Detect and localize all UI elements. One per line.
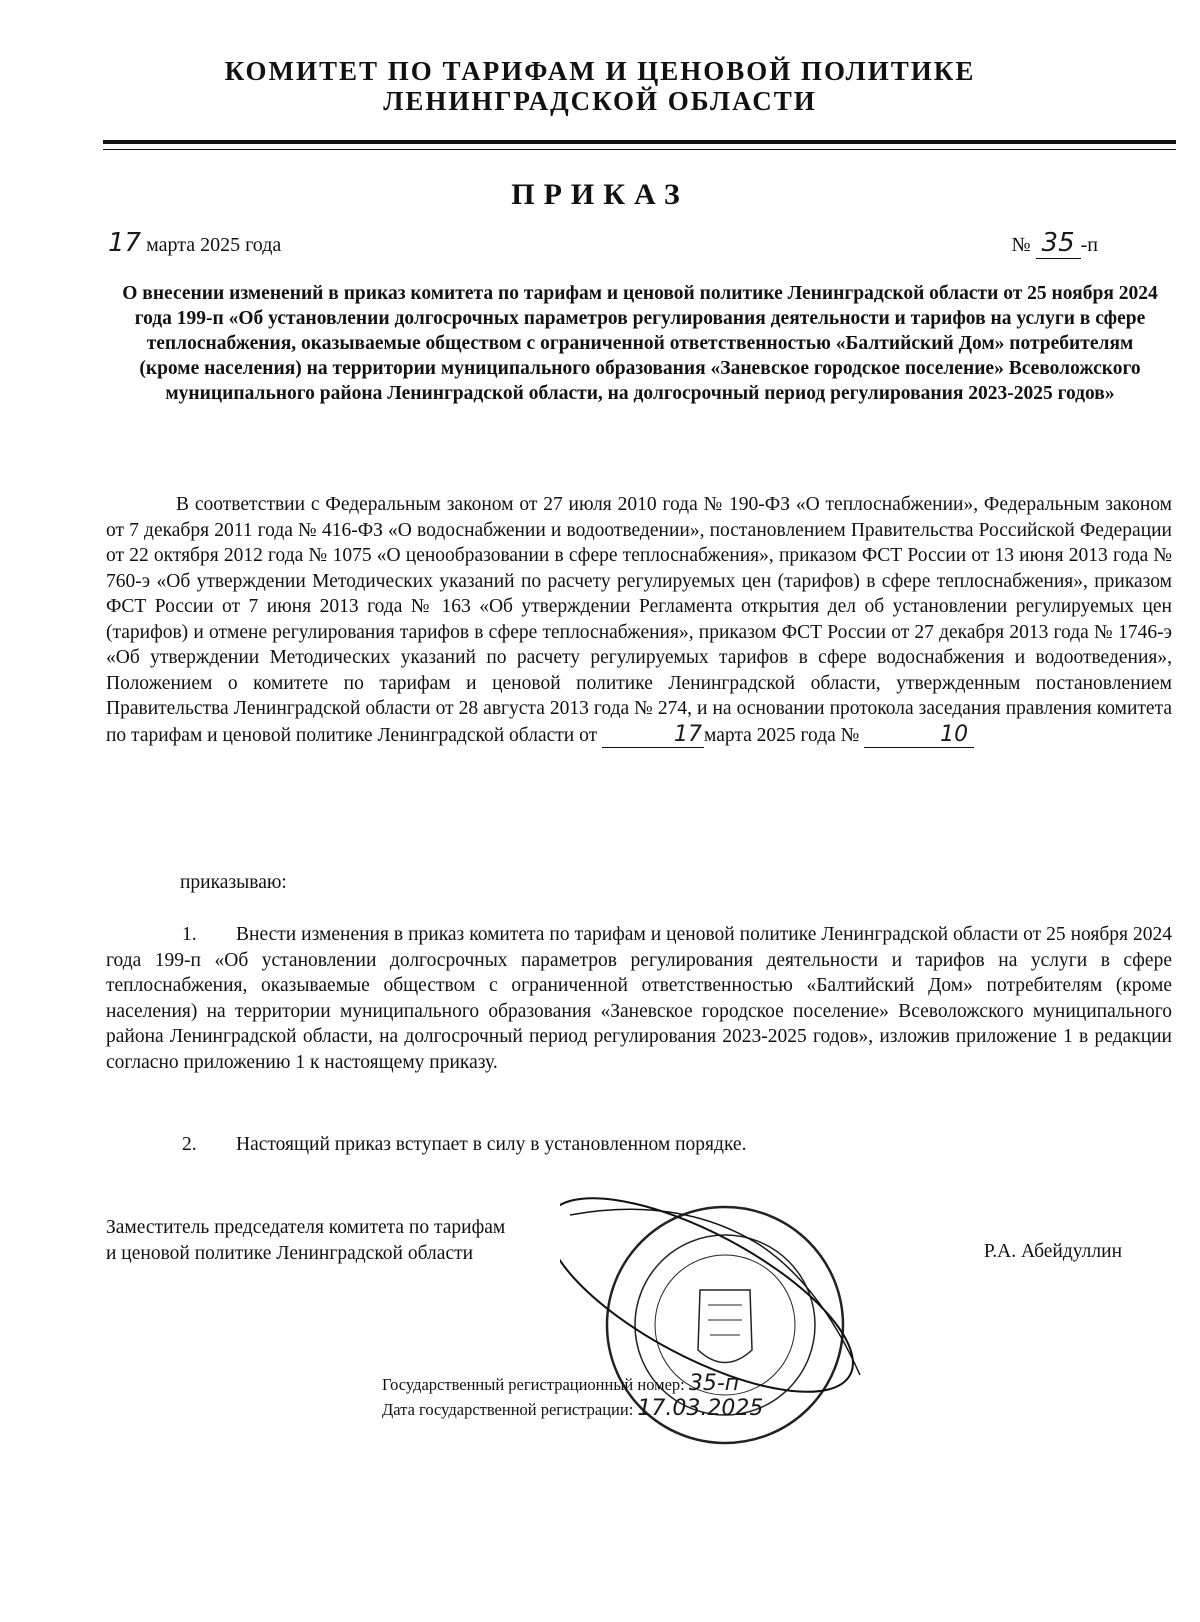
order-number-suffix: -п — [1080, 234, 1098, 256]
order-day-handwritten: 17 — [108, 228, 142, 258]
order-item — [106, 922, 1172, 1075]
signatory-position-line2: и ценовой политике Ленинградской области — [106, 1243, 474, 1264]
header-rule-thin — [103, 149, 1176, 150]
header-rule-thick — [103, 140, 1176, 144]
order-subject: О внесении изменений в приказ комитета по тарифам и ценовой политике Ленинградской области от 25 ноября 2024 года 199-п «Об установлении долгосрочных параметров регулирования деятельности и тарифов на услуги в сфере теплоснабжения, оказываемые обществом с ограниченной ответственностью «Балтийский Дом» потребителям (кроме населения) на территории муниципального образования «Заневское городское поселение» Всеволожского муниципального района Ленинградской области, на долгосрочный период регулирования 2023-2025 годов» — [122, 283, 1158, 404]
committee-name-line2: ЛЕНИНГРАДСКОЙ ОБЛАСТИ — [383, 86, 817, 116]
registration-block — [382, 1372, 763, 1422]
registration-number-label: Государственный регистрационный номер: — [382, 1375, 685, 1394]
decree-word: приказываю: — [180, 872, 287, 893]
registration-number-handwritten: 35-п — [688, 1371, 740, 1396]
committee-header — [0, 56, 1200, 116]
order-number — [1011, 228, 1098, 259]
committee-name-line1: КОМИТЕТ ПО ТАРИФАМ И ЦЕНОВОЙ ПОЛИТИКЕ — [224, 56, 976, 86]
registration-number-row — [382, 1372, 763, 1397]
registration-date-label: Дата государственной регистрации: — [382, 1400, 634, 1419]
preamble-text: В соответствии с Федеральным законом от 27 июля 2010 года № 190-ФЗ «О теплоснабжении», Федеральным законом от 7 декабря 2011 года № 416-ФЗ «О водоснабжении и водоотведении», постановлением Правительства Российской Федерации от 22 октября 2012 года № 1075 «О ценообразовании в сфере теплоснабжения», приказом ФСТ России от 13 июня 2013 года № 760-э «Об утверждении Методических указаний по расчету регулируемых цен (тарифов) в сфере теплоснабжения», приказом ФСТ России от 7 июня 2013 года № 163 «Об утверждении Регламента открытия дел об установлении регулируемых цен (тарифов) и отмене регулирования тарифов в сфере теплоснабжения», приказом ФСТ России от 27 декабря 2013 года № 1746-э «Об утверждении Методических указаний по расчету регулируемых тарифов в сфере водоснабжения и водоотведения», Положением о комитете по тарифам и ценовой политике Ленинградской области, утвержденным постановлением Правительства Ленинградской области от 28 августа 2013 года № 274, и на основании протокола заседания правления комитета по тарифам и ценовой политике Ленинградской области от — [106, 494, 1172, 746]
protocol-number-handwritten: 10 — [864, 722, 974, 749]
protocol-date-text: марта 2025 года № — [703, 724, 860, 746]
protocol-day-handwritten: 17 — [602, 722, 704, 749]
signatory-position-line1: Заместитель председателя комитета по тарифам — [106, 1217, 506, 1238]
registration-date-row — [382, 1397, 763, 1422]
order-title: ПРИКАЗ — [511, 178, 689, 211]
order-number-handwritten: 35 — [1036, 228, 1081, 259]
preamble-paragraph — [106, 492, 1172, 748]
order-date-text: марта 2025 года — [146, 234, 282, 256]
order-item-number: 1. — [182, 924, 197, 945]
signatory-name: Р.А. Абейдуллин — [983, 1241, 1122, 1262]
order-number-prefix: № — [1011, 234, 1031, 256]
order-item — [106, 1132, 1172, 1158]
order-item-number: 2. — [182, 1134, 197, 1155]
order-item-text: Внести изменения в приказ комитета по тарифам и ценовой политике Ленинградской области от 25 ноября 2024 года 199-п «Об установлении долгосрочных параметров регулирования деятельности и тарифов на услуги в сфере теплоснабжения, оказываемые обществом с ограниченной ответственностью «Балтийский Дом» потребителям (кроме населения) на территории муниципального образования «Заневское городское поселение» Всеволожского муниципального района Ленинградской области, на долгосрочный период регулирования 2023-2025 годов», изложив приложение 1 в редакции согласно приложению 1 к настоящему приказу. — [106, 924, 1172, 1073]
official-seal-stamp — [560, 1175, 890, 1505]
order-date — [108, 228, 281, 258]
registration-date-handwritten: 17.03.2025 — [637, 1396, 764, 1421]
signatory-position — [106, 1215, 505, 1267]
order-item-text: Настоящий приказ вступает в силу в установленном порядке. — [236, 1134, 747, 1155]
